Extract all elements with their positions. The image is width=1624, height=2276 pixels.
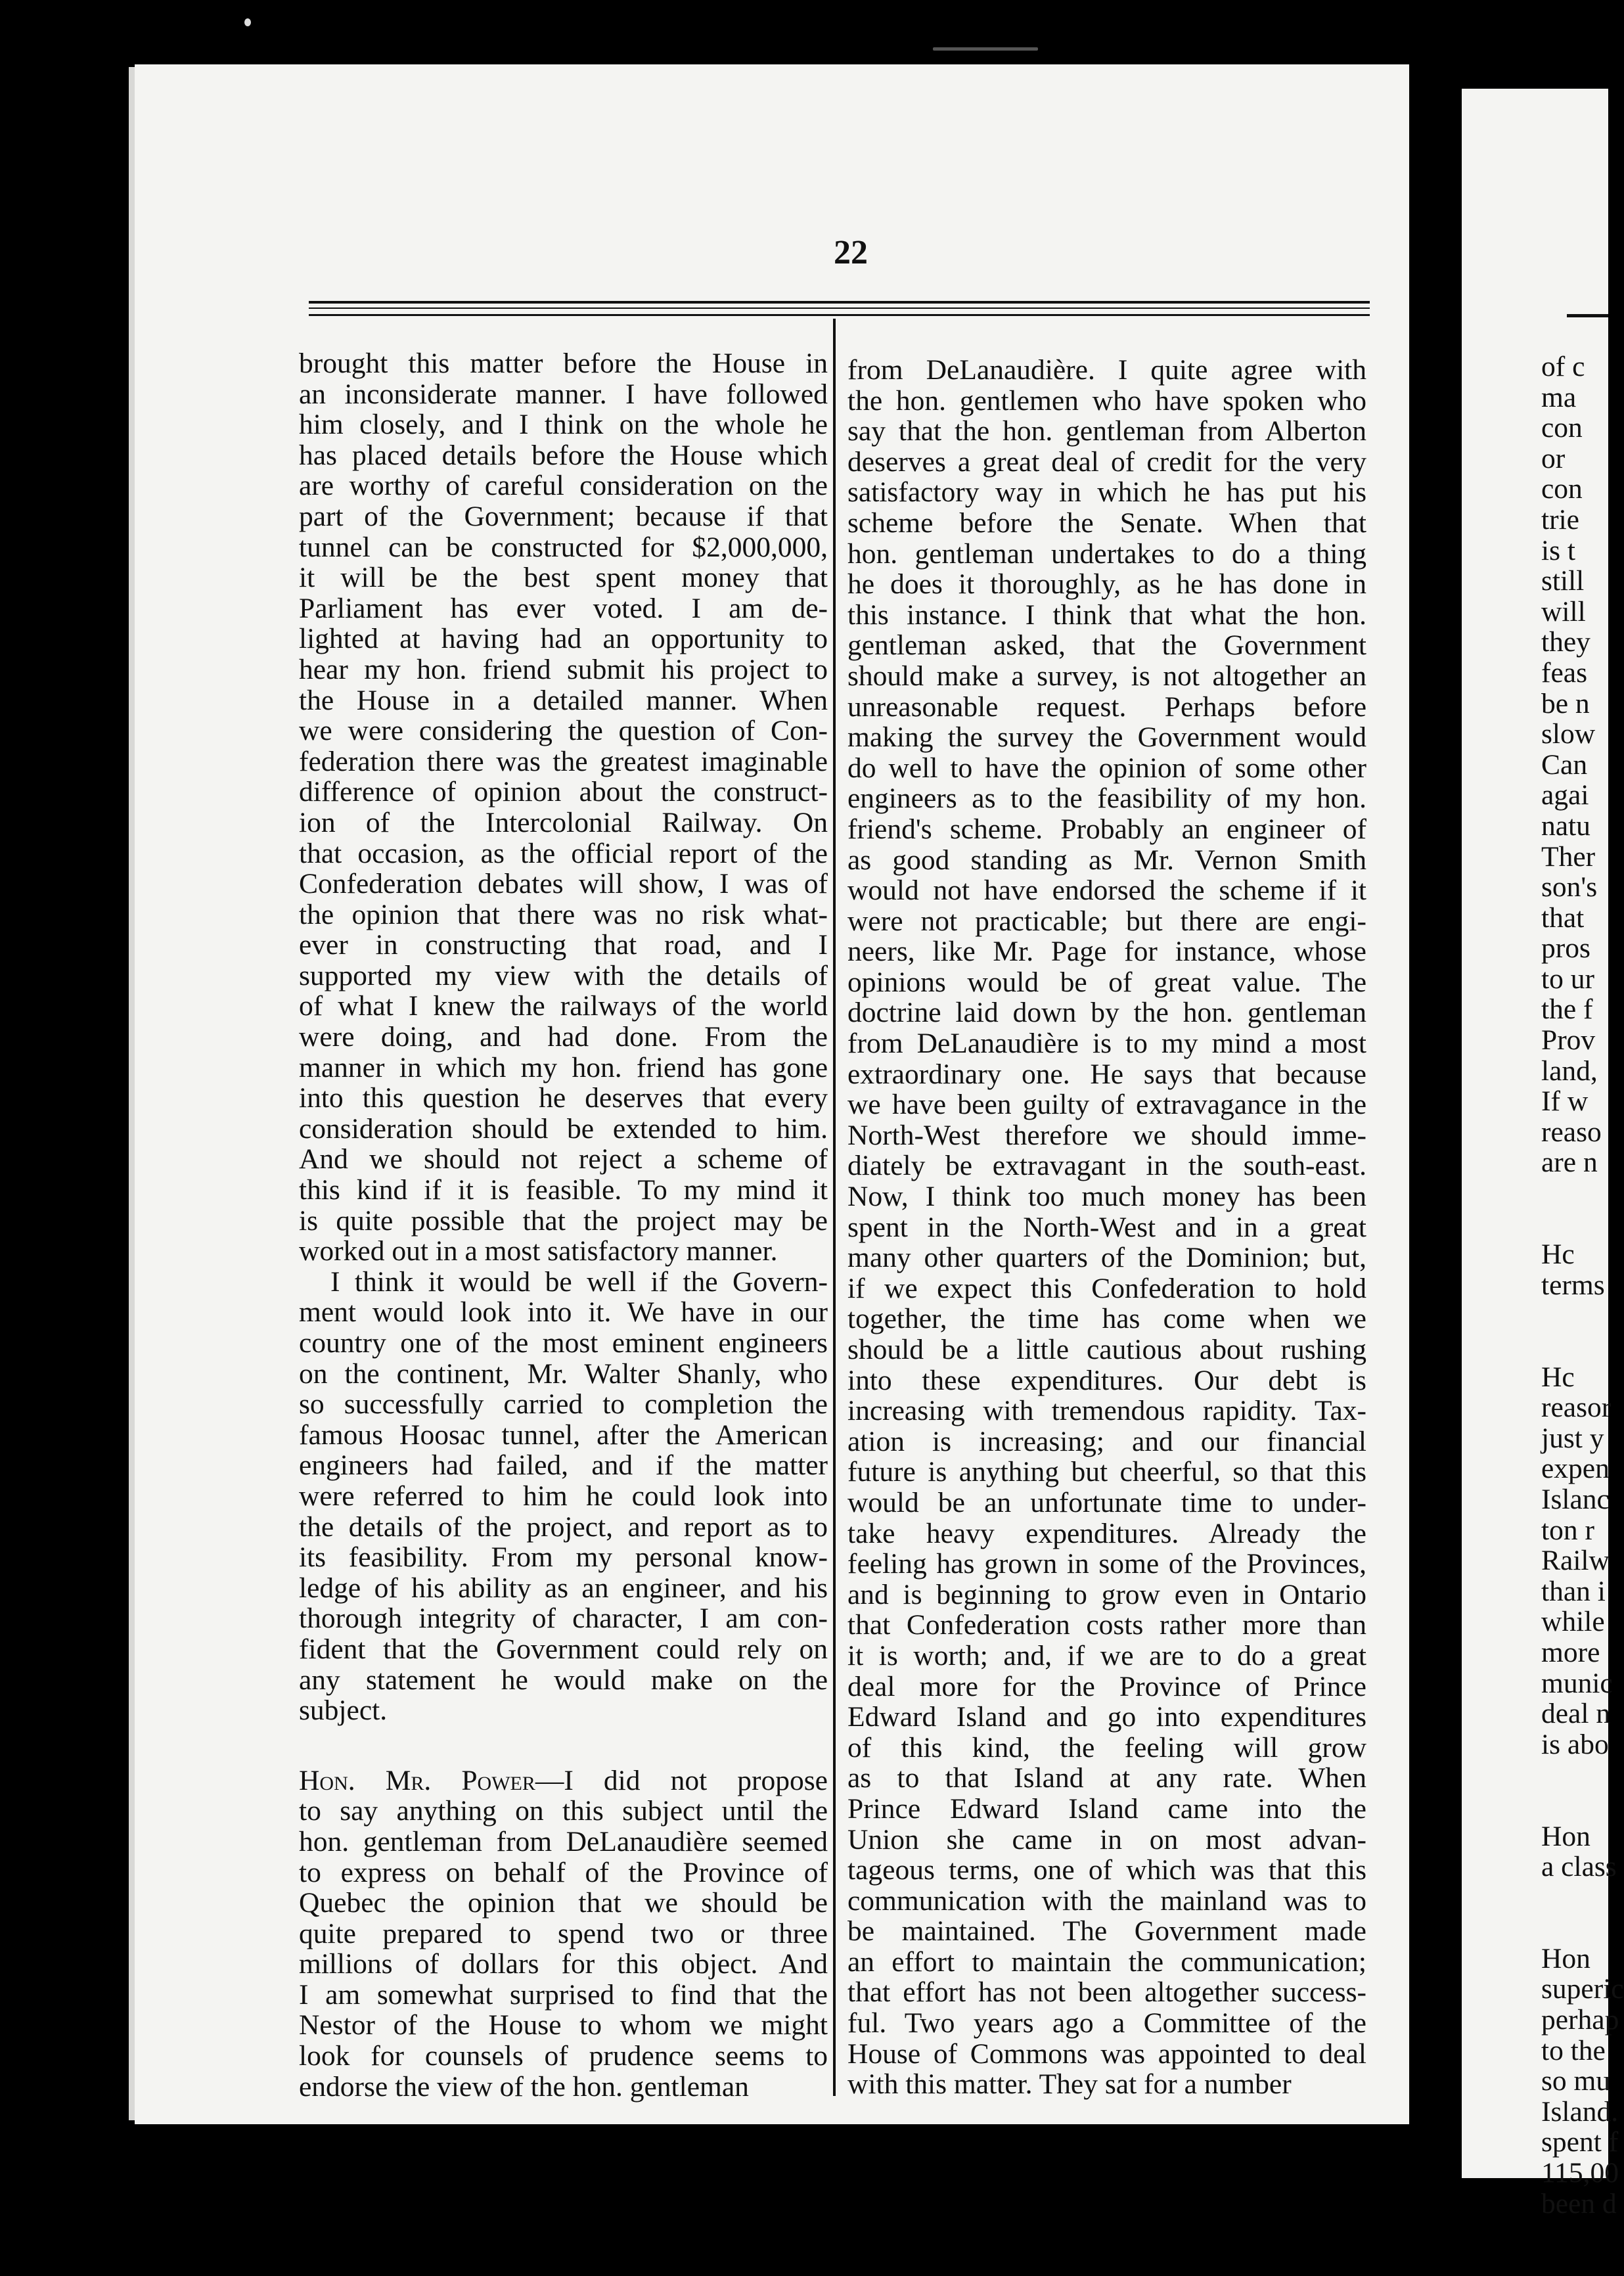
text-line-fragment (1541, 1790, 1608, 1821)
text-line-fragment: Railw (1541, 1545, 1610, 1577)
text-line: we were considering the question of Con- (299, 715, 828, 747)
text-line: satisfactory way in which he has put his (847, 476, 1366, 509)
text-line-fragment: to the (1541, 2034, 1606, 2066)
text-line: lighted at having had an opportunity to (299, 623, 828, 655)
text-line-fragment (1541, 1760, 1608, 1790)
text-line-fragment: Hc (1541, 1239, 1575, 1271)
text-line-fragment: ma (1541, 381, 1577, 413)
text-line: that effort has not been altogether success- (847, 1976, 1366, 2009)
text-line: were doing, and had done. From the (299, 1021, 828, 1053)
text-line: diately be extravagant in the south-east. (847, 1150, 1366, 1182)
text-column-left (299, 348, 828, 2102)
text-line: part of the Government; because if that (299, 500, 828, 532)
text-line: the hon. gentlemen who have spoken who (847, 384, 1366, 417)
text-line-fragment (1541, 1178, 1608, 1209)
text-line: scheme before the Senate. When that (847, 507, 1366, 539)
header-rule-mid (309, 307, 1370, 309)
text-line: he does it thoroughly, as he has done in (847, 568, 1366, 601)
text-line: unreasonable request. Perhaps before (847, 691, 1366, 723)
text-line: famous Hoosac tunnel, after the American (299, 1419, 828, 1451)
text-line-fragment: than i (1541, 1575, 1606, 1607)
text-line-fragment: just y (1541, 1422, 1604, 1454)
text-line-fragment: of c (1541, 351, 1585, 382)
text-line-fragment: so mu (1541, 2065, 1611, 2097)
text-line: an inconsiderate manner. I have followed (299, 378, 828, 410)
text-line: subject. (299, 1695, 388, 1727)
text-line-fragment: ton r (1541, 1514, 1594, 1546)
text-line: from DeLanaudière is to my mind a most (847, 1028, 1366, 1060)
text-line-fragment: natu (1541, 809, 1590, 842)
text-line-fragment: are n (1541, 1147, 1598, 1179)
text-line: doctrine laid down by the hon. gentleman (847, 997, 1366, 1029)
text-line: Edward Island and go into expenditures (847, 1701, 1366, 1733)
text-line: are worthy of careful consideration on the (299, 470, 828, 502)
text-line: into these expenditures. Our debt is (847, 1364, 1366, 1396)
text-line-fragment: still (1541, 565, 1585, 597)
text-line: endorse the view of the hon. gentleman (299, 2070, 749, 2103)
text-line: it is worth; and, if we are to do a great (847, 1639, 1366, 1672)
text-line: supported my view with the details of (299, 959, 828, 991)
text-line-fragment: munic (1541, 1667, 1613, 1699)
text-line: House of Commons was appointed to deal (847, 2037, 1366, 2070)
text-line-fragment: that (1541, 901, 1585, 934)
text-line: deserves a great deal of credit for the very (847, 445, 1366, 478)
text-line: look for counsels of prudence seems to (299, 2040, 828, 2072)
text-line-fragment: If w (1541, 1085, 1589, 1118)
scan-noise (933, 47, 1038, 51)
text-line-fragment: pros (1541, 932, 1590, 965)
text-line: manner in which my hon. friend has gone (299, 1051, 828, 1083)
text-line: its feasibility. From my personal know- (299, 1541, 828, 1574)
text-line: future is anything but cheerful, so that this (847, 1456, 1366, 1488)
text-line: Parliament has ever voted. I am de- (299, 592, 828, 624)
text-line: tunnel can be constructed for $2,000,000, (299, 531, 828, 563)
text-line: would be an unfortunate time to under- (847, 1486, 1366, 1518)
text-line-fragment: the f (1541, 993, 1593, 1026)
text-line-fragment: superic (1541, 1973, 1624, 2005)
text-line: Union she came in on most advan- (847, 1823, 1366, 1855)
text-line: ion of the Intercolonial Railway. On (299, 806, 828, 838)
text-line: brought this matter before the House in (299, 348, 828, 379)
text-line-fragment: agai (1541, 779, 1589, 811)
text-line: fident that the Government could rely on (299, 1633, 828, 1665)
text-line: spent in the North-West and in a great (847, 1211, 1366, 1243)
text-line: consideration should be extended to him. (299, 1112, 828, 1145)
text-line: communication with the mainland was to (847, 1884, 1366, 1917)
text-line: worked out in a most satisfactory manner. (299, 1235, 778, 1267)
column-left-speech (299, 1765, 828, 2103)
text-line: opinions would be of great value. The (847, 966, 1366, 998)
text-line-fragment (1541, 1882, 1608, 1913)
text-line: of this kind, the feeling will grow (847, 1731, 1366, 1764)
page-number: 22 (834, 234, 868, 271)
text-line: the opinion that there was no risk what- (299, 898, 828, 930)
text-line-fragment: slow (1541, 718, 1596, 750)
text-line: the House in a detailed manner. When (299, 684, 828, 716)
text-line: engineers had failed, and if the matter (299, 1449, 828, 1482)
text-line: increasing with tremendous rapidity. Tax- (847, 1395, 1366, 1427)
column-divider (833, 319, 836, 2096)
text-line-fragment: a class (1541, 1851, 1617, 1883)
text-line: together, the time has come when we (847, 1303, 1366, 1335)
text-line: from DeLanaudière. I quite agree with (847, 354, 1366, 386)
text-line: on the continent, Mr. Walter Shanly, who (299, 1357, 828, 1390)
text-line: that occasion, as the official report of the (299, 837, 828, 869)
text-line: North-West therefore we should imme- (847, 1119, 1366, 1151)
text-line: this kind if it is feasible. To my mind it (299, 1174, 828, 1206)
text-line: gentleman asked, that the Government (847, 629, 1366, 662)
text-line-fragment: deal n (1541, 1698, 1611, 1730)
text-column-middle (847, 355, 1366, 2100)
text-line: federation there was the greatest imaginable (299, 745, 828, 777)
text-line-fragment: perhap (1541, 2004, 1619, 2036)
text-line-fragment: Can (1541, 748, 1588, 781)
text-line: an effort to maintain the communication; (847, 1946, 1366, 1978)
text-line: Nestor of the House to whom we might (299, 2009, 828, 2041)
text-line-fragment: expen (1541, 1453, 1610, 1485)
text-line-fragment (1541, 1913, 1608, 1944)
text-line: Prince Edward Island came into the (847, 1792, 1366, 1825)
text-line: him closely, and I think on the whole he (299, 409, 828, 441)
text-line: friend's scheme. Probably an engineer of (847, 813, 1366, 845)
text-line-fragment: con (1541, 473, 1583, 505)
text-line: hear my hon. friend submit his project to (299, 653, 828, 685)
text-line-fragment: more (1541, 1636, 1600, 1668)
text-line-fragment: Islanc (1541, 1483, 1610, 1515)
text-line: any statement he would make on the (299, 1664, 828, 1696)
text-line: engineers as to the feasibility of my hon. (847, 783, 1366, 815)
text-line: with this matter. They sat for a number (847, 2068, 1292, 2101)
text-line: neers, like Mr. Page for instance, whose (847, 936, 1366, 968)
text-line: of what I knew the railways of the world (299, 990, 828, 1022)
text-line-fragment: 115,00 (1541, 2157, 1619, 2189)
text-line-fragment: Ther (1541, 840, 1596, 873)
text-line-fragment: spent f (1541, 2126, 1619, 2158)
speaker-name: Hon. Mr. Power (299, 1764, 535, 1796)
text-line: would not have endorsed the scheme if it (847, 875, 1366, 907)
text-line: if we expect this Confederation to hold (847, 1272, 1366, 1304)
text-line: Now, I think too much money has been (847, 1181, 1366, 1213)
text-line: ever in constructing that road, and I (299, 929, 828, 961)
text-line-fragment (1541, 1209, 1608, 1240)
text-line-fragment: Hc (1541, 1361, 1575, 1393)
text-line: I am somewhat surprised to find that the (299, 1978, 828, 2011)
text-line: as good standing as Mr. Vernon Smith (847, 844, 1366, 876)
text-line: should be a little cautious about rushing (847, 1334, 1366, 1365)
text-line-fragment: con (1541, 412, 1583, 444)
text-line-fragment: been d (1541, 2187, 1617, 2219)
text-line: ment would look into it. We have in our (299, 1296, 828, 1329)
text-line: and is beginning to grow even in Ontario (847, 1578, 1366, 1610)
text-line-fragment: reasor (1541, 1392, 1612, 1424)
text-line: this instance. I think that what the hon. (847, 599, 1366, 631)
text-line: be maintained. The Government made (847, 1915, 1366, 1947)
text-line: many other quarters of the Dominion; but, (847, 1242, 1366, 1274)
scan-speck (244, 18, 251, 26)
text-line-fragment: be n (1541, 687, 1590, 719)
text-line-fragment: will (1541, 595, 1586, 627)
column-left-paragraph (299, 348, 828, 1726)
text-line: to say anything on this subject until the (299, 1795, 828, 1827)
text-column-right-cropped (1541, 351, 1624, 2219)
text-line: to express on behalf of the Province of (299, 1856, 828, 1888)
text-line: that Confederation costs rather more than (847, 1609, 1366, 1641)
text-line: tageous terms, one of which was that this (847, 1854, 1366, 1886)
text-line: we have been guilty of extravagance in the (847, 1089, 1366, 1121)
text-line: has placed details before the House which (299, 439, 828, 471)
text-line: were not practicable; but there are engi- (847, 905, 1366, 937)
text-line: take heavy expenditures. Already the (847, 1517, 1366, 1549)
text-line: so successfully carried to completion the (299, 1388, 828, 1421)
text-line-fragment: is abo (1541, 1728, 1609, 1760)
text-line-fragment: Island. (1541, 2095, 1619, 2128)
text-line: do well to have the opinion of some other (847, 752, 1366, 784)
text-line: And we should not reject a scheme of (299, 1143, 828, 1175)
text-line: ful. Two years ago a Committee of the (847, 2007, 1366, 2039)
text-line: deal more for the Province of Prince (847, 1670, 1366, 1702)
adjacent-header-rule (1567, 314, 1608, 317)
text-line: country one of the most eminent engineers (299, 1327, 828, 1359)
text-line-fragment (1541, 1300, 1608, 1331)
text-line-fragment: Hon (1541, 1820, 1590, 1852)
text-line: hon. gentleman from DeLanaudière seemed (299, 1825, 828, 1857)
text-line: ledge of his ability as an engineer, and his (299, 1572, 828, 1604)
text-line: Confederation debates will show, I was of (299, 868, 828, 900)
text-line-fragment: to ur (1541, 963, 1594, 995)
text-line: were referred to him he could look into (299, 1480, 828, 1512)
text-line-fragment: terms (1541, 1269, 1605, 1301)
text-line: ation is increasing; and our financial (847, 1425, 1366, 1457)
text-line: quite prepared to spend two or three (299, 1917, 828, 1949)
text-line: feeling has grown in some of the Provinces, (847, 1548, 1366, 1580)
text-line-fragment: Prov (1541, 1024, 1596, 1057)
text-line: thorough integrity of character, I am con- (299, 1603, 828, 1635)
text-line: is quite possible that the project may be (299, 1204, 828, 1237)
text-line: as to that Island at any rate. When (847, 1762, 1366, 1794)
text-line: making the survey the Government would (847, 721, 1366, 754)
text-line-fragment: land, (1541, 1055, 1598, 1087)
text-line: the details of the project, and report as to (299, 1511, 828, 1543)
header-rule-top (309, 301, 1370, 304)
text-line-fragment: trie (1541, 503, 1579, 535)
text-line-fragment: Hon (1541, 1942, 1590, 1974)
text-line-fragment: son's (1541, 871, 1598, 903)
text-line-fragment (1541, 1331, 1608, 1362)
text-line: millions of dollars for this object. And (299, 1948, 828, 1980)
text-line-fragment: while (1541, 1606, 1605, 1638)
header-rule-bottom (309, 314, 1370, 316)
text-line: hon. gentleman undertakes to do a thing (847, 537, 1366, 570)
text-line: should make a survey, is not altogether an (847, 660, 1366, 692)
text-line: Quebec the opinion that we should be (299, 1887, 828, 1919)
text-line-fragment: they (1541, 626, 1590, 658)
text-line-fragment: reaso (1541, 1116, 1602, 1148)
text-line-fragment: or (1541, 442, 1566, 474)
text-line: I think it would be well if the Govern- (330, 1265, 828, 1298)
column-middle-paragraph (847, 355, 1366, 2100)
text-line: it will be the best spent money that (299, 562, 828, 594)
text-line: Hon. Mr. Power—I did not propose (299, 1764, 828, 1796)
text-line-fragment: feas (1541, 656, 1588, 689)
text-line: extraordinary one. He says that because (847, 1058, 1366, 1090)
text-line-fragment: is t (1541, 534, 1575, 566)
text-line: difference of opinion about the construct- (299, 776, 828, 808)
text-line: say that the hon. gentleman from Alberton (847, 415, 1366, 447)
text-line: into this question he deserves that every (299, 1082, 828, 1114)
